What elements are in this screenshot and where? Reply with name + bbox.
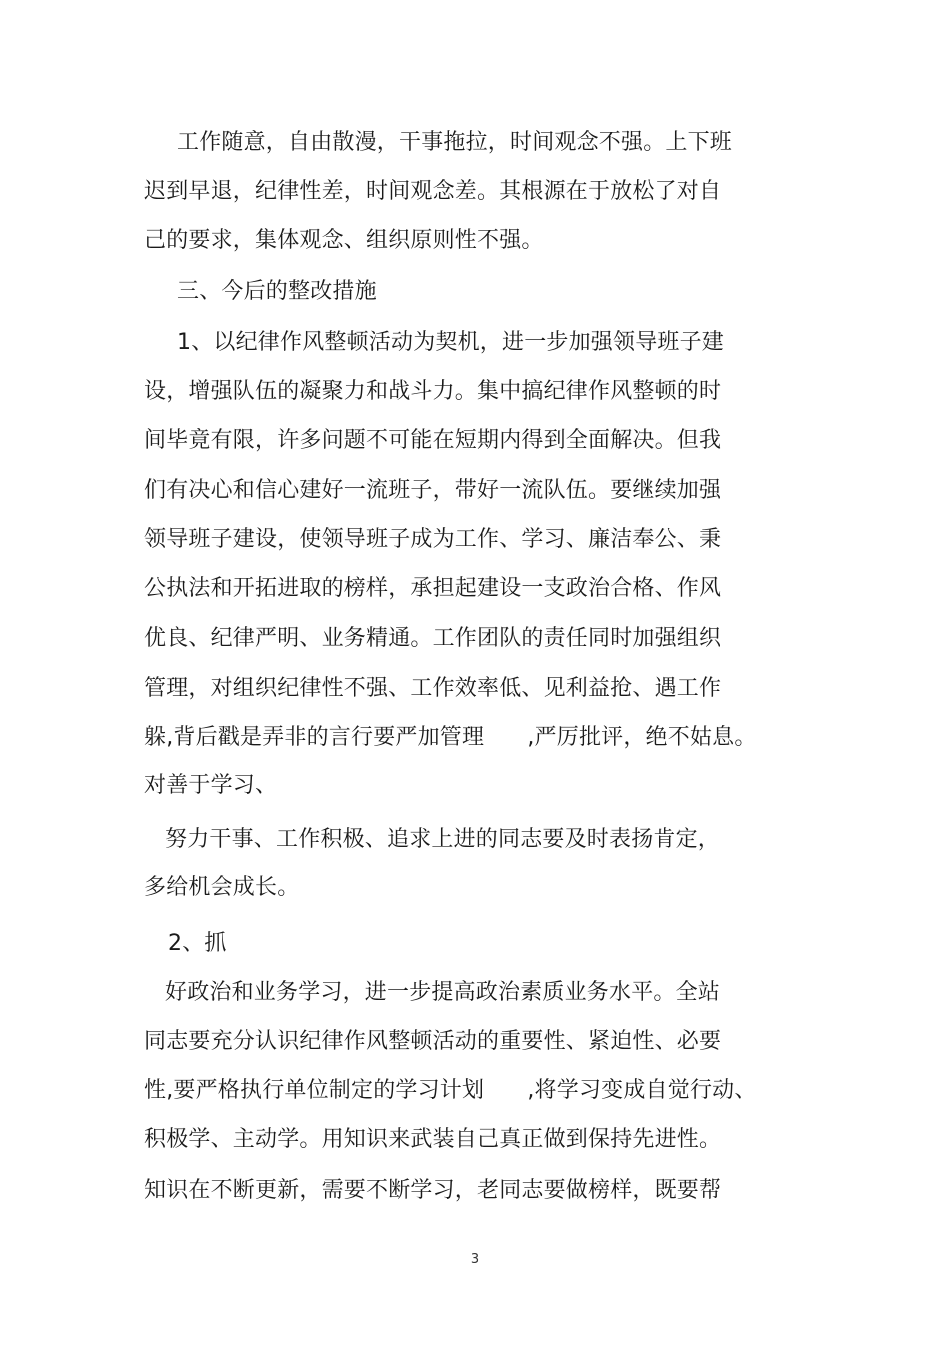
text-line: 同志要充分认识纪律作风整顿活动的重要性、紧迫性、必要	[144, 1029, 722, 1054]
text-line: 己的要求，集体观念、组织原则性不强。	[144, 228, 544, 253]
text-line: 1、以纪律作风整顿活动为契机，进一步加强领导班子建	[177, 330, 724, 355]
text-line: 管理，对组织纪律性不强、工作效率低、见利益抢、遇工作	[144, 676, 722, 701]
text-line: 性,要严格执行单位制定的学习计划 ,将学习变成自觉行动、	[144, 1078, 757, 1103]
text-line: 领导班子建设，使领导班子成为工作、学习、廉洁奉公、秉	[144, 527, 722, 552]
text-line: 迟到早退，纪律性差，时间观念差。其根源在于放松了对自	[144, 179, 722, 204]
section-heading: 三、今后的整改措施	[177, 279, 377, 304]
text-line: 公执法和开拓进取的榜样，承担起建设一支政治合格、作风	[144, 576, 722, 601]
text-line: 对善于学习、	[144, 773, 278, 798]
text-line: 努力干事、工作积极、追求上进的同志要及时表扬肯定，	[165, 827, 721, 852]
text-line: 多给机会成长。	[144, 875, 300, 900]
text-line: 优良、纪律严明、业务精通。工作团队的责任同时加强组织	[144, 626, 722, 651]
page-number: 3	[470, 1252, 480, 1267]
text-line: 知识在不断更新，需要不断学习，老同志要做榜样，既要帮	[144, 1178, 722, 1203]
text-line: 工作随意，自由散漫，干事拖拉，时间观念不强。上下班	[177, 130, 733, 155]
text-line: 好政治和业务学习，进一步提高政治素质业务水平。全站	[165, 980, 721, 1005]
text-line: 设，增强队伍的凝聚力和战斗力。集中搞纪律作风整顿的时	[144, 379, 722, 404]
text-line: 躲,背后戳是弄非的言行要严加管理 ,严厉批评，绝不姑息。	[144, 725, 757, 750]
section-heading: 2、抓	[168, 931, 227, 956]
text-line: 们有决心和信心建好一流班子，带好一流队伍。要继续加强	[144, 478, 722, 503]
text-line: 积极学、主动学。用知识来武装自己真正做到保持先进性。	[144, 1127, 722, 1152]
text-line: 间毕竟有限，许多问题不可能在短期内得到全面解决。但我	[144, 428, 722, 453]
